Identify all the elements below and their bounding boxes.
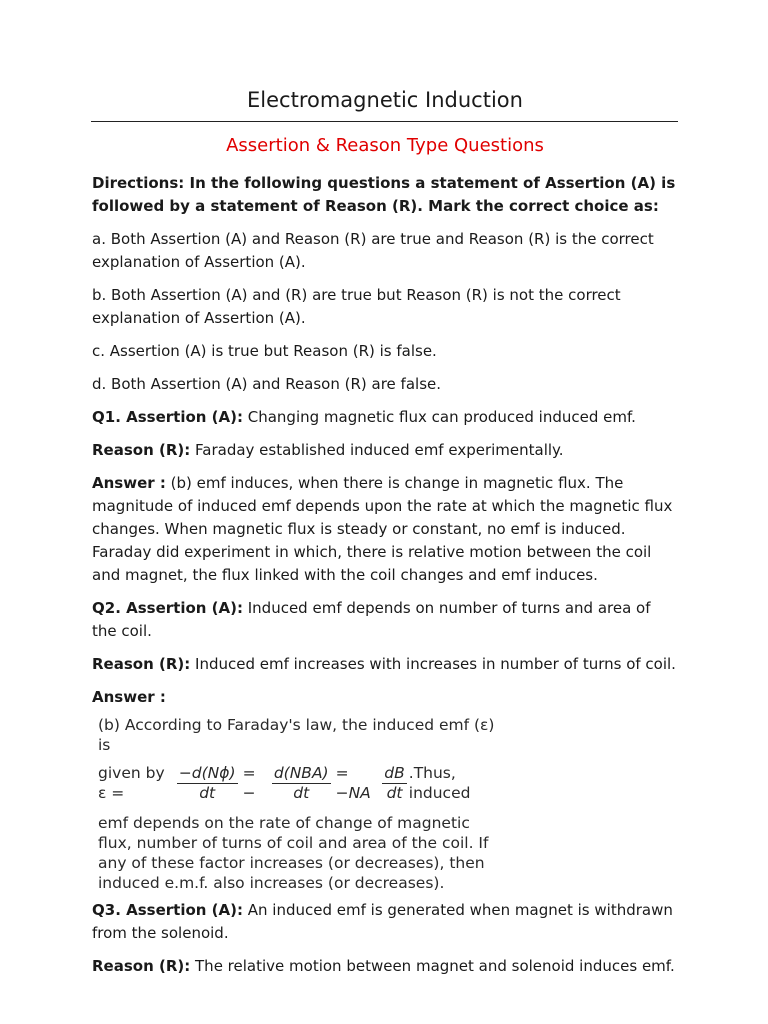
eq-fraction-2: [272, 764, 331, 803]
eq-num-1: −d(Nϕ): [178, 763, 236, 782]
q3-assertion: [92, 899, 678, 945]
q3-reason-text: The relative motion between magnet and solenoid induces emf.: [190, 957, 675, 975]
q2-reason-label: Reason (R):: [92, 655, 191, 673]
eq-num-3: dB: [384, 763, 405, 782]
q2-assertion-label: Q2. Assertion (A):: [92, 599, 243, 617]
eq-den-3: dt: [386, 783, 403, 802]
fig-line-1: (b) According to Faraday's law, the induced emf (ε) is: [98, 716, 495, 754]
q2-assertion: [92, 597, 678, 643]
q1-answer: [92, 472, 678, 587]
q2-assertion-text: Induced emf depends on number of turns and area of the coil.: [92, 599, 651, 640]
q3-assertion-label: Q3. Assertion (A):: [92, 901, 243, 919]
q1-reason-text: Faraday established induced emf experimentally.: [190, 441, 564, 459]
q3-assertion-text: An induced emf is generated when magnet is withdrawn from the solenoid.: [92, 901, 673, 942]
eq-given: given by ε =: [98, 764, 165, 802]
option-d: d. Both Assertion (A) and Reason (R) are false.: [92, 375, 441, 393]
q2-answer-label: Answer :: [92, 688, 166, 706]
q1-answer-label: Answer :: [92, 474, 166, 492]
q2-answer: [92, 686, 678, 709]
q1-assertion-label: Q1. Assertion (A):: [92, 408, 243, 426]
eq-den-1: dt: [199, 783, 216, 802]
document-body: [92, 172, 678, 988]
q1-reason-label: Reason (R):: [92, 441, 191, 459]
page-title: Electromagnetic Induction: [247, 88, 523, 112]
q1-assertion: [92, 406, 678, 429]
q2-answer-figure: [98, 715, 498, 893]
q2-reason-text: Induced emf increases with increases in number of turns of coil.: [190, 655, 676, 673]
q3-reason-label: Reason (R):: [92, 957, 191, 975]
q1-reason: [92, 439, 678, 462]
eq-fraction-1: [177, 764, 238, 803]
q1-answer-text: (b) emf induces, when there is change in magnetic flux. The magnitude of induced emf depends upon the rate at which the magnetic flux changes. When magnetic flux is steady or constant, no emf is induced. Faraday did experiment in which, there is relative motion between the coil and magnet, the flux linked with the coil changes and emf induces.: [92, 474, 673, 584]
eq-op-3: = −NA: [335, 764, 371, 802]
faraday-equation: [98, 757, 498, 809]
option-a: a. Both Assertion (A) and Reason (R) are true and Reason (R) is the correct explanation of Assertion (A).: [92, 230, 654, 271]
eq-num-2: d(NBA): [273, 763, 329, 782]
section-subtitle: Assertion & Reason Type Questions: [226, 135, 544, 156]
q3-reason: [92, 955, 678, 978]
eq-op-2: = −: [242, 764, 256, 802]
option-b: b. Both Assertion (A) and (R) are true but Reason (R) is not the correct explanation of Assertion (A).: [92, 286, 621, 327]
q2-reason: [92, 653, 678, 676]
q1-assertion-text: Changing magnetic flux can produced induced emf.: [242, 408, 636, 426]
eq-fraction-3: [382, 764, 406, 803]
eq-thus: .Thus, induced: [408, 764, 471, 802]
option-c: c. Assertion (A) is true but Reason (R) is false.: [92, 342, 437, 360]
eq-den-2: dt: [293, 783, 310, 802]
title-divider: [91, 121, 678, 122]
directions: Directions: In the following questions a statement of Assertion (A) is followed by a statement of Reason (R). Mark the correct choice as:: [92, 174, 676, 215]
fig-rest: emf depends on the rate of change of magnetic flux, number of turns of coil and area of the coil. If any of these factor increases (or decreases), then induced e.m.f. also increases (or decreases).: [98, 814, 489, 892]
